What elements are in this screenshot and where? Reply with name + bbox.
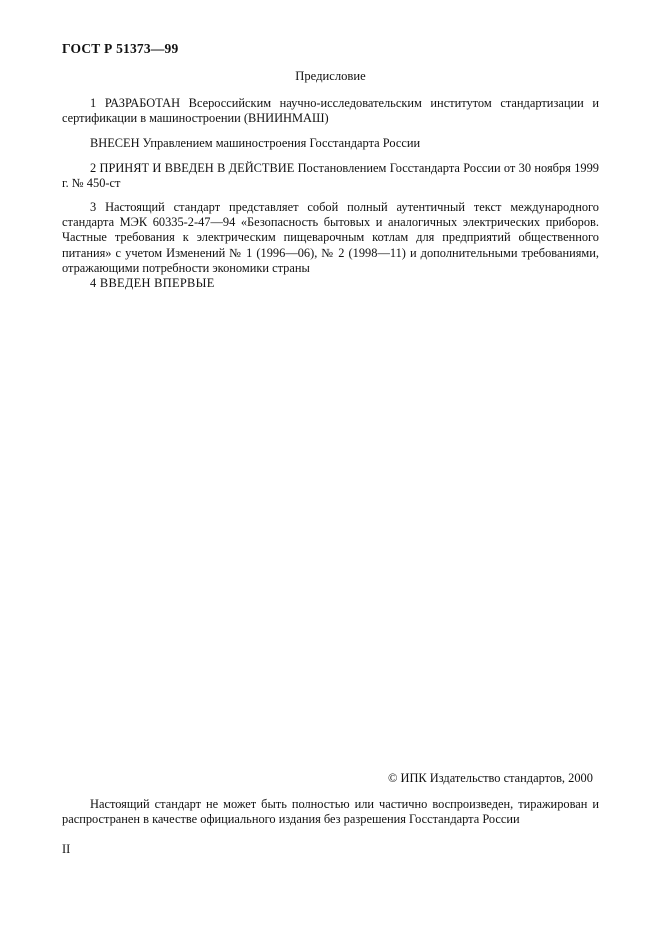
page-number: II <box>62 842 71 856</box>
preface-item-developed: 1 РАЗРАБОТАН Всероссийским научно-исследовательским институтом стандартизации и сертификации в машиностроении (ВНИИНМАШ) <box>62 96 599 126</box>
copyright-line: © ИПК Издательство стандартов, 2000 <box>388 771 593 785</box>
preface-item-introduced: ВНЕСЕН Управлением машиностроения Госстандарта России <box>90 136 421 150</box>
preface-item-adopted: 2 ПРИНЯТ И ВВЕДЕН В ДЕЙСТВИЕ Постановлением Госстандарта России от 30 ноября 1999 г. № 450-ст <box>62 161 599 191</box>
preface-item-first-introduced: 4 ВВЕДЕН ВПЕРВЫЕ <box>90 276 215 290</box>
preface-title: Предисловие <box>295 69 366 83</box>
standard-code: ГОСТ Р 51373—99 <box>62 41 179 56</box>
preface-item-authentic-text: 3 Настоящий стандарт представляет собой полный аутентичный текст международного стандарта МЭК 60335-2-47—94 «Безопасность бытовых и аналогичных электрических приборов. Частные требования к электрическим пищеварочным котлам для предприятий общественного питания» с учетом Изменений № 1 (1996—06), № 2 (1998—11) и дополнительными требованиями, отражающими потребности экономики страны <box>62 200 599 275</box>
rights-notice: Настоящий стандарт не может быть полностью или частично воспроизведен, тиражирован и распространен в качестве официального издания без разрешения Госстандарта России <box>62 797 599 827</box>
